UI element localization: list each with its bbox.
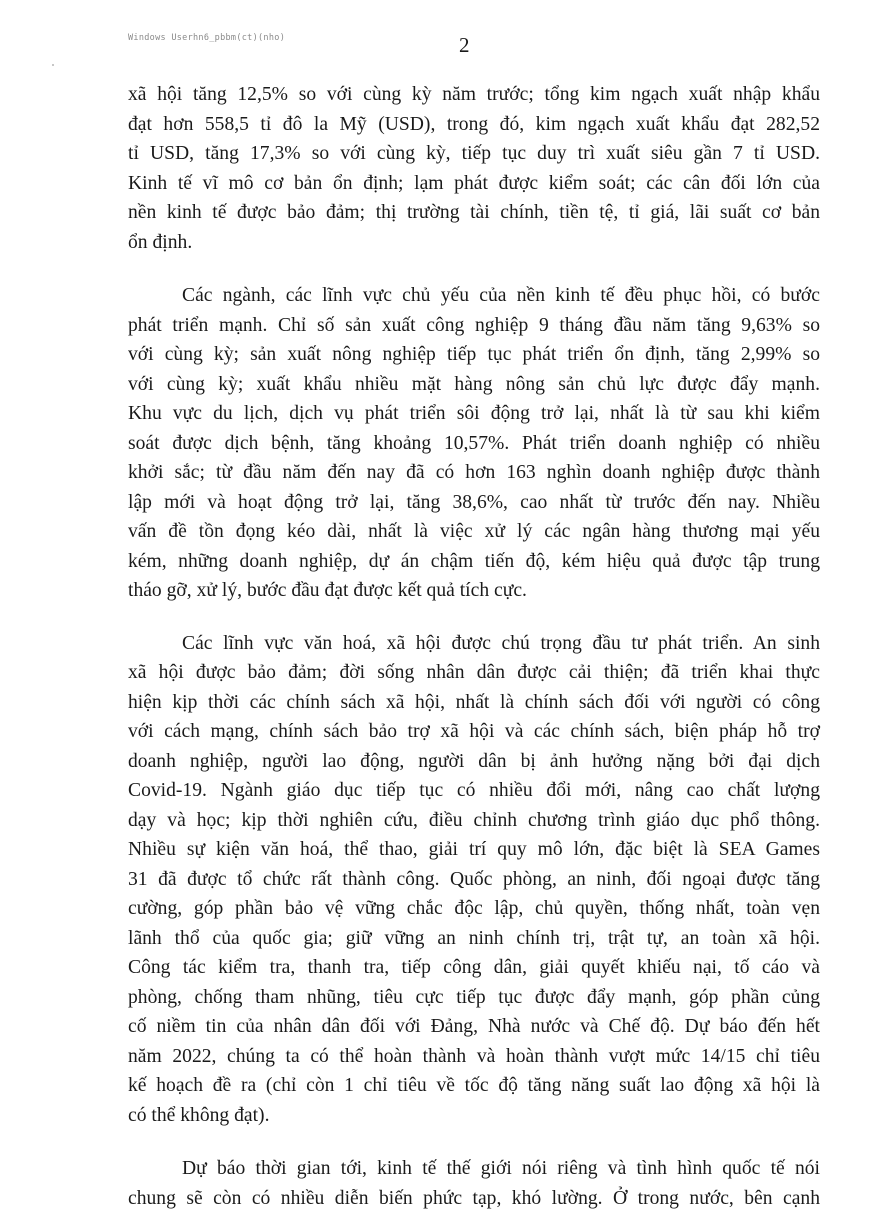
text-line: 31 đã được tổ chức rất thành công. Quốc phòng, an ninh, đối ngoại được tăng xyxy=(128,865,820,895)
text-line: xã hội được bảo đảm; đời sống nhân dân được cải thiện; đã triển khai thực xyxy=(128,658,820,688)
text-line: có thể không đạt). xyxy=(128,1101,820,1131)
text-line: vấn đề tồn đọng kéo dài, nhất là việc xử lý các ngân hàng thương mại yếu xyxy=(128,517,820,547)
text-line: cường, góp phần bảo vệ vững chắc độc lập, chủ quyền, thống nhất, toàn vẹn xyxy=(128,894,820,924)
text-line: chung sẽ còn có nhiều diễn biến phức tạp, khó lường. Ở trong nước, bên cạnh xyxy=(128,1184,820,1213)
text-line: Kinh tế vĩ mô cơ bản ổn định; lạm phát được kiểm soát; các cân đối lớn của xyxy=(128,169,820,199)
text-line: Nhiều sự kiện văn hoá, thể thao, giải trí quy mô lớn, đặc biệt là SEA Games xyxy=(128,835,820,865)
text-line: phát triển mạnh. Chỉ số sản xuất công nghiệp 9 tháng đầu năm tăng 9,63% so xyxy=(128,311,820,341)
text-line: với cùng kỳ; xuất khẩu nhiều mặt hàng nông sản chủ lực được đẩy mạnh. xyxy=(128,370,820,400)
paragraph-4 xyxy=(128,1154,820,1213)
text-line: lãnh thổ của quốc gia; giữ vững an ninh chính trị, trật tự, an toàn xã hội. xyxy=(128,924,820,954)
text-line: Các lĩnh vực văn hoá, xã hội được chú trọng đầu tư phát triển. An sinh xyxy=(128,629,820,659)
text-line: tháo gỡ, xử lý, bước đầu đạt được kết quả tích cực. xyxy=(128,576,820,606)
paragraph-3 xyxy=(128,629,820,1131)
text-line: cố niềm tin của nhân dân đối với Đảng, Nhà nước và Chế độ. Dự báo đến hết xyxy=(128,1012,820,1042)
page-number: 2 xyxy=(459,33,470,58)
text-line: khởi sắc; từ đầu năm đến nay đã có hơn 163 nghìn doanh nghiệp được thành xyxy=(128,458,820,488)
text-line: Khu vực du lịch, dịch vụ phát triển sôi động trở lại, nhất là từ sau khi kiểm xyxy=(128,399,820,429)
text-line: dạy và học; kịp thời nghiên cứu, điều chỉnh chương trình giáo dục phổ thông. xyxy=(128,806,820,836)
text-line: Dự báo thời gian tới, kinh tế thế giới nói riêng và tình hình quốc tế nói xyxy=(128,1154,820,1184)
text-line: hiện kịp thời các chính sách xã hội, nhất là chính sách đối với người có công xyxy=(128,688,820,718)
text-line: Các ngành, các lĩnh vực chủ yếu của nền kinh tế đều phục hồi, có bước xyxy=(128,281,820,311)
text-line: với cách mạng, chính sách bảo trợ xã hội và các chính sách, biện pháp hỗ trợ xyxy=(128,717,820,747)
text-line: Covid-19. Ngành giáo dục tiếp tục có nhiều đổi mới, nâng cao chất lượng xyxy=(128,776,820,806)
text-line: đạt hơn 558,5 tỉ đô la Mỹ (USD), trong đó, kim ngạch xuất khẩu đạt 282,52 xyxy=(128,110,820,140)
paragraph-2 xyxy=(128,281,820,606)
body-text xyxy=(128,80,820,1213)
text-line: doanh nghiệp, người lao động, người dân bị ảnh hưởng nặng bởi đại dịch xyxy=(128,747,820,777)
header-note: Windows Userhn6_pbbm(ct)(nho) xyxy=(128,33,285,43)
text-line: lập mới và hoạt động trở lại, tăng 38,6%, cao nhất từ trước đến nay. Nhiều xyxy=(128,488,820,518)
text-line: nền kinh tế được bảo đảm; thị trường tài chính, tiền tệ, tỉ giá, lãi suất cơ bản xyxy=(128,198,820,228)
text-line: với cùng kỳ; sản xuất nông nghiệp tiếp tục phát triển ổn định, tăng 2,99% so xyxy=(128,340,820,370)
text-line: soát được dịch bệnh, tăng khoảng 10,57%. Phát triển doanh nghiệp có nhiều xyxy=(128,429,820,459)
paragraph-1 xyxy=(128,80,820,257)
text-line: tỉ USD, tăng 17,3% so với cùng kỳ, tiếp tục duy trì xuất siêu gần 7 tỉ USD. xyxy=(128,139,820,169)
text-line: xã hội tăng 12,5% so với cùng kỳ năm trước; tổng kim ngạch xuất nhập khẩu xyxy=(128,80,820,110)
text-line: phòng, chống tham nhũng, tiêu cực tiếp tục được đẩy mạnh, góp phần củng xyxy=(128,983,820,1013)
text-line: Công tác kiểm tra, thanh tra, tiếp công dân, giải quyết khiếu nại, tố cáo và xyxy=(128,953,820,983)
text-line: năm 2022, chúng ta có thể hoàn thành và hoàn thành vượt mức 14/15 chỉ tiêu xyxy=(128,1042,820,1072)
text-line: kế hoạch đề ra (chỉ còn 1 chỉ tiêu về tốc độ tăng năng suất lao động xã hội là xyxy=(128,1071,820,1101)
text-line: kém, những doanh nghiệp, dự án chậm tiến độ, kém hiệu quả được tập trung xyxy=(128,547,820,577)
scan-speck xyxy=(52,64,54,66)
text-line: ổn định. xyxy=(128,228,820,258)
